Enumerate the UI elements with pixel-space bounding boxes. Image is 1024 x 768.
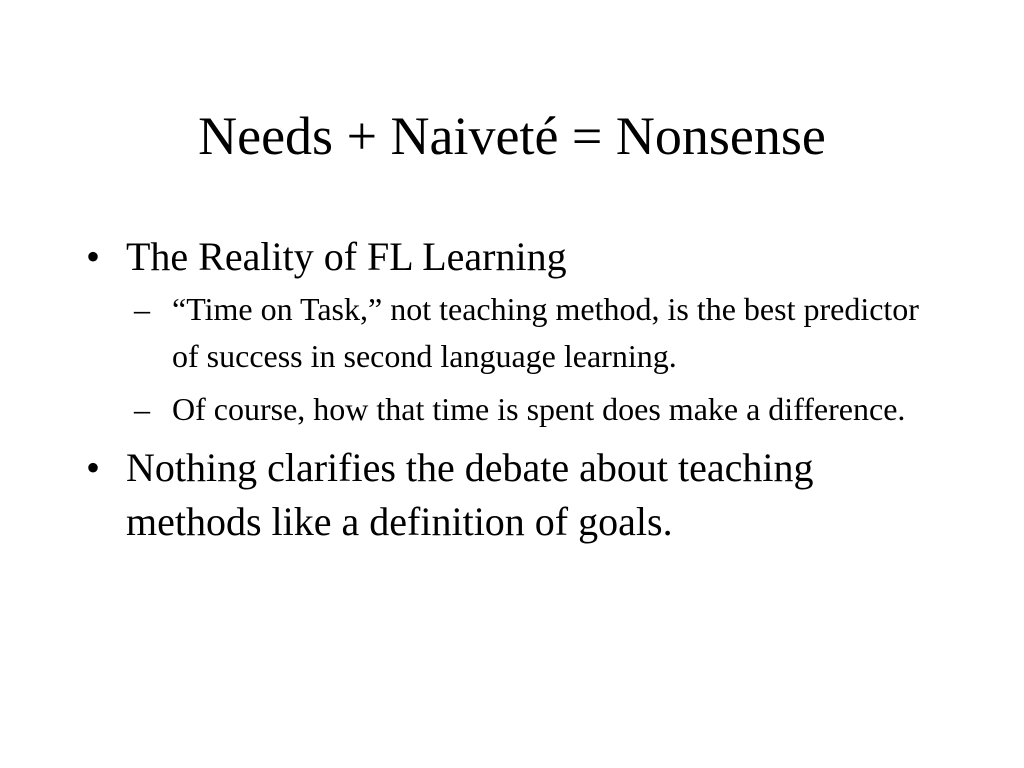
- bullet-marker: •: [86, 234, 101, 279]
- bullet-item: [86, 441, 946, 549]
- slide-body: [86, 230, 946, 549]
- slide-title: Needs + Naiveté = Nonsense: [198, 106, 826, 166]
- sub-bullet-text: “Time on Task,” not teaching method, is the best predictor of success in second language learning.: [172, 291, 919, 374]
- sub-bullet-item: [134, 286, 946, 380]
- sub-bullet-text: Of course, how that time is spent does make a difference.: [172, 391, 906, 427]
- bullet-item: [86, 230, 946, 284]
- dash-marker: –: [134, 291, 150, 327]
- bullet-text: The Reality of FL Learning: [126, 234, 567, 279]
- sub-bullet-item: [134, 386, 946, 433]
- bullet-text: Nothing clarifies the debate about teaching methods like a definition of goals.: [126, 445, 814, 544]
- sub-bullet-list: [134, 286, 946, 433]
- dash-marker: –: [134, 391, 150, 427]
- bullet-marker: •: [86, 445, 101, 490]
